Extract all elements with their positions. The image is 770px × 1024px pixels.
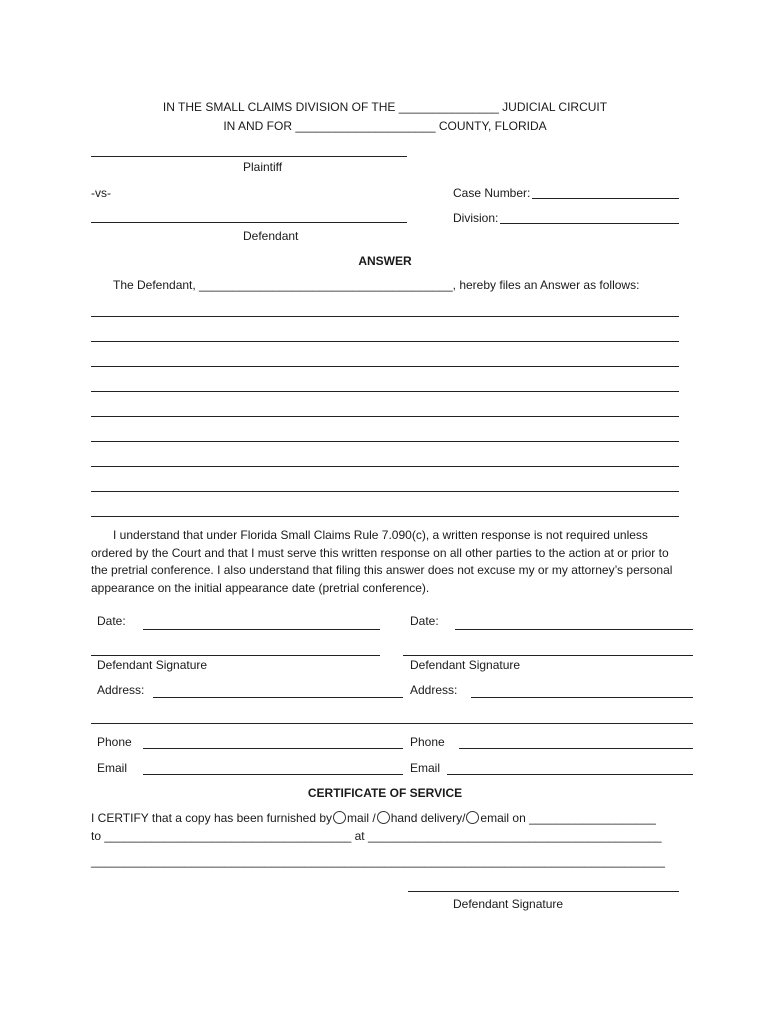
certificate-title: CERTIFICATE OF SERVICE (307, 786, 463, 800)
court-heading-line1: IN THE SMALL CLAIMS DIVISION OF THE _______________ JUDICIAL CIRCUIT (162, 100, 608, 114)
signature-label-left: Defendant Signature (97, 658, 208, 672)
plaintiff-label: Plaintiff (243, 160, 283, 174)
certificate-blank-line: ______________________________________________________________________________________ (91, 854, 665, 868)
email-radio[interactable] (466, 811, 479, 824)
signature-line-left[interactable] (91, 655, 380, 656)
email-label-right: Email (410, 761, 441, 775)
division-line[interactable] (500, 223, 679, 224)
answer-line[interactable] (91, 391, 679, 392)
answer-line[interactable] (91, 516, 679, 517)
defendant-label: Defendant (243, 229, 299, 243)
certificate-to-line: to _____________________________________ at ____________________________________________ (91, 829, 662, 843)
signature-line-right[interactable] (403, 655, 693, 656)
case-number-label: Case Number: (453, 186, 531, 200)
notice-paragraph: I understand that under Florida Small Claims Rule 7.090(c), a written response is not required unless ordered by the Court and that I must serve this written response on all other parties to the action at or prior to the pretrial conference. I also understand that filing this answer does not excuse my or my attorney’s personal appearance on the initial appearance date (pretrial conference). (91, 528, 673, 595)
answer-line[interactable] (91, 366, 679, 367)
answer-line[interactable] (91, 416, 679, 417)
date-label-left: Date: (97, 614, 126, 628)
phone-label-right: Phone (410, 735, 445, 749)
answer-line[interactable] (91, 491, 679, 492)
certificate-signature-label: Defendant Signature (453, 897, 564, 911)
date-line-right[interactable] (455, 629, 693, 630)
answer-intro: The Defendant, ______________________________________, hereby files an Answer as follows: (113, 278, 640, 292)
certify-line (91, 811, 656, 825)
address-line-left[interactable] (153, 697, 403, 698)
mail-radio[interactable] (333, 811, 346, 824)
hand-delivery-option-label: hand delivery/ (390, 811, 466, 825)
answer-line[interactable] (91, 341, 679, 342)
defendant-name-line[interactable] (91, 222, 407, 223)
phone-line-right[interactable] (459, 748, 693, 749)
certificate-signature-line[interactable] (408, 891, 679, 892)
address-label-right: Address: (410, 683, 458, 697)
address-label-left: Address: (97, 683, 145, 697)
address-continuation-line[interactable] (91, 723, 693, 724)
division-label: Division: (453, 211, 499, 225)
answer-title: ANSWER (358, 254, 412, 268)
email-option-label: email on ___________________ (480, 811, 656, 825)
certify-prefix: I CERTIFY that a copy has been furnished by (91, 811, 333, 825)
answer-line[interactable] (91, 316, 679, 317)
answer-line[interactable] (91, 466, 679, 467)
address-line-right[interactable] (471, 697, 693, 698)
date-label-right: Date: (410, 614, 439, 628)
case-number-line[interactable] (532, 198, 679, 199)
date-line-left[interactable] (143, 629, 380, 630)
vs-label: -vs- (91, 186, 111, 200)
email-label-left: Email (97, 761, 128, 775)
answer-line[interactable] (91, 441, 679, 442)
hand-delivery-radio[interactable] (377, 811, 390, 824)
court-heading-line2: IN AND FOR _____________________ COUNTY, FLORIDA (223, 119, 547, 133)
email-line-right[interactable] (447, 774, 693, 775)
signature-label-right: Defendant Signature (410, 658, 521, 672)
phone-line-left[interactable] (143, 748, 403, 749)
plaintiff-name-line[interactable] (91, 156, 407, 157)
phone-label-left: Phone (97, 735, 132, 749)
mail-option-label: mail / (347, 811, 376, 825)
email-line-left[interactable] (143, 774, 403, 775)
